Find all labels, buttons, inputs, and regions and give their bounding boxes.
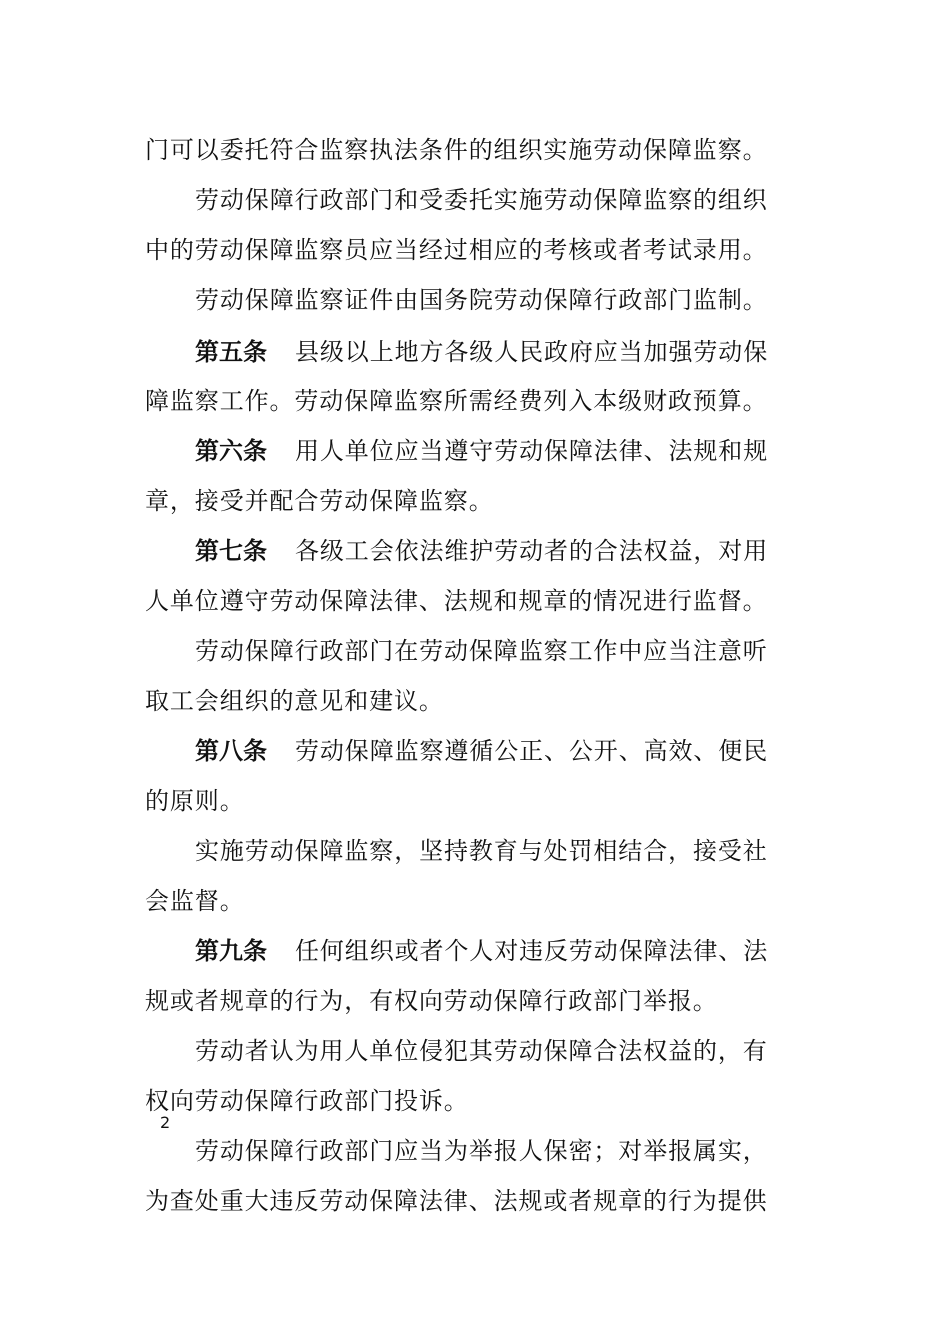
line-text: 的原则。 [145, 787, 245, 815]
line-text: 权向劳动保障行政部门投诉。 [145, 1087, 469, 1115]
line-text: 任何组织或者个人对违反劳动保障法律、法 [295, 937, 769, 965]
text-line [145, 584, 805, 618]
article-8-line [195, 734, 805, 768]
line-text: 取工会组织的意见和建议。 [145, 687, 444, 715]
article-6-label: 第六条 [195, 437, 267, 465]
line-text: 会监督。 [145, 887, 245, 915]
text-line [145, 1184, 805, 1218]
text-line [145, 684, 805, 718]
text-line [145, 984, 805, 1018]
article-9-label: 第九条 [195, 937, 267, 965]
line-text: 劳动保障监察证件由国务院劳动保障行政部门监制。 [195, 286, 768, 314]
line-text: 规或者规章的行为，有权向劳动保障行政部门举报。 [145, 987, 718, 1015]
paragraph-start-line [195, 834, 805, 868]
text-line [145, 1084, 805, 1118]
paragraph-start-line [195, 1134, 805, 1168]
paragraph-start-line [195, 1034, 805, 1068]
article-5-line [195, 335, 805, 369]
article-6-line [195, 434, 805, 468]
text-line [145, 133, 805, 167]
article-5-label: 第五条 [195, 338, 267, 366]
line-text: 各级工会依法维护劳动者的合法权益，对用 [295, 537, 769, 565]
page-number: 2 [160, 1113, 171, 1132]
line-text: 劳动保障行政部门应当为举报人保密；对举报属实， [195, 1137, 768, 1165]
text-line [145, 233, 805, 267]
article-7-line [195, 534, 805, 568]
paragraph-start-line [195, 634, 805, 668]
line-text: 用人单位应当遵守劳动保障法律、法规和规 [295, 437, 769, 465]
line-text: 劳动保障行政部门在劳动保障监察工作中应当注意听 [195, 637, 768, 665]
line-text: 劳动保障监察遵循公正、公开、高效、便民 [295, 737, 769, 765]
text-line [145, 484, 805, 518]
article-7-label: 第七条 [195, 537, 267, 565]
text-line [145, 884, 805, 918]
line-text: 门可以委托符合监察执法条件的组织实施劳动保障监察。 [145, 136, 768, 164]
paragraph-start-line [195, 183, 805, 217]
text-line [145, 784, 805, 818]
line-text: 中的劳动保障监察员应当经过相应的考核或者考试录用。 [145, 236, 768, 264]
paragraph-start-line [195, 283, 805, 317]
line-text: 县级以上地方各级人民政府应当加强劳动保 [295, 338, 769, 366]
article-8-label: 第八条 [195, 737, 267, 765]
line-text: 障监察工作。劳动保障监察所需经费列入本级财政预算。 [145, 387, 768, 415]
line-text: 为查处重大违反劳动保障法律、法规或者规章的行为提供 [145, 1187, 768, 1215]
article-9-line [195, 934, 805, 968]
line-text: 劳动者认为用人单位侵犯其劳动保障合法权益的，有 [195, 1037, 768, 1065]
line-text: 实施劳动保障监察，坚持教育与处罚相结合，接受社 [195, 837, 768, 865]
line-text: 章，接受并配合劳动保障监察。 [145, 487, 494, 515]
text-line [145, 384, 805, 418]
line-text: 劳动保障行政部门和受委托实施劳动保障监察的组织 [195, 186, 768, 214]
line-text: 人单位遵守劳动保障法律、法规和规章的情况进行监督。 [145, 587, 768, 615]
